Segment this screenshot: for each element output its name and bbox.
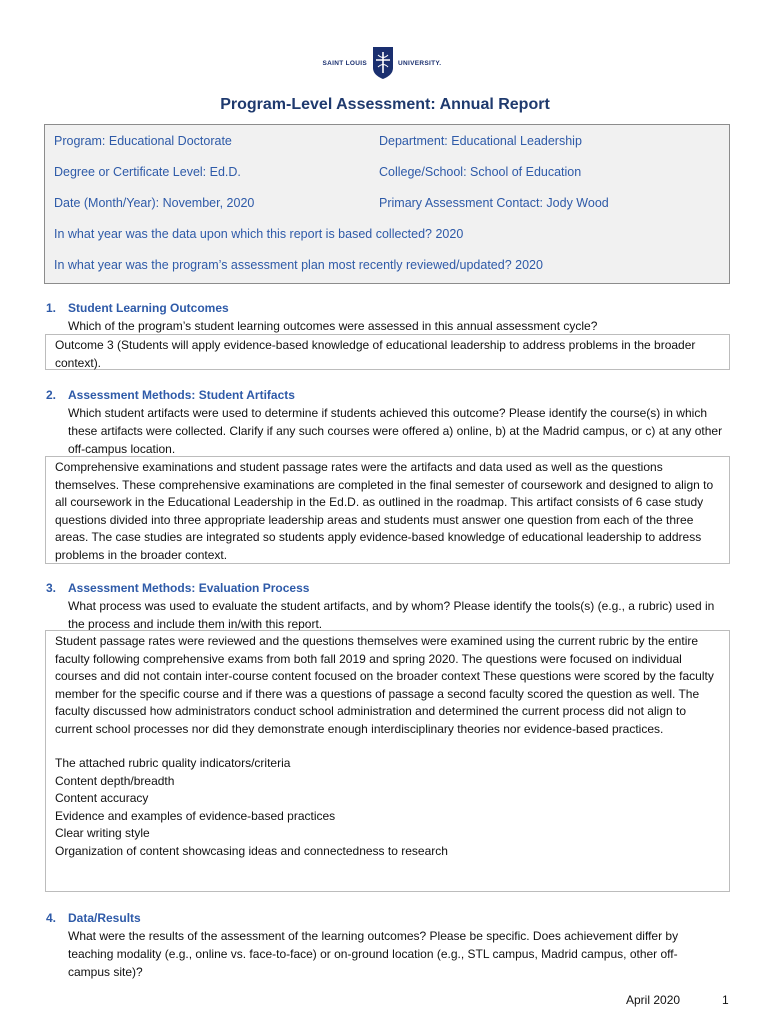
contact-field: Primary Assessment Contact: Jody Wood: [379, 196, 609, 210]
section-3-answer-box: [45, 630, 730, 892]
rubric-list-item: Clear writing style: [55, 826, 150, 840]
section-4-number: 4.: [46, 911, 57, 925]
section-2-question: Which student artifacts were used to determine if students achieved this outcome? Please identify the course(s) in which these artifacts were collected. Clarify if any such courses were offered a) online, b) at the Madrid campus, or c) at any other off-campus location.: [68, 406, 723, 456]
data-year-field: In what year was the data upon which this report is based collected? 2020: [54, 227, 464, 241]
page-number: 1: [722, 993, 729, 1007]
section-4-question: What were the results of the assessment of the learning outcomes? Please be specific. Does achievement differ by teaching modality (e.g., online vs. face-to-face) or on-ground location (e.g., STL campus, Madrid campus, other off-campus site)?: [68, 929, 679, 979]
rubric-list-item: Evidence and examples of evidence-based practices: [55, 808, 336, 823]
date-field: Date (Month/Year): November, 2020: [54, 196, 255, 210]
section-1-number: 1.: [46, 301, 57, 315]
section-2-number: 2.: [46, 388, 57, 402]
section-1-heading: [46, 301, 229, 315]
section-1-question: Which of the program’s student learning outcomes were assessed in this annual assessment cycle?: [68, 319, 598, 333]
college-field: College/School: School of Education: [379, 165, 582, 179]
logo-text-left: SAINT LOUIS: [322, 60, 367, 67]
section-2-answer-box: [45, 456, 730, 564]
section-4-heading: [46, 911, 141, 925]
section-2-answer: Comprehensive examinations and student passage rates were the artifacts and data used as well as the questions themselves. These comprehensive examinations are completed in the final semester of coursework and designed to align to all coursework in the Educational Leadership in the Ed.D. as outlined in the roadmap. This artifact consists of 6 case study questions divided into three appropriate leadership areas and students must answer one question from each of the three areas. The case studies are integrated so students apply evidence-based knowledge of educational leadership to address problems in the broader context.: [55, 460, 714, 562]
university-logo: [0, 46, 770, 84]
section-3-title: Assessment Methods: Evaluation Process: [68, 581, 310, 595]
section-4-title: Data/Results: [68, 911, 141, 925]
plan-year-field: In what year was the program’s assessment plan most recently reviewed/updated? 2020: [54, 258, 543, 272]
section-1-answer: Outcome 3 (Students will apply evidence-based knowledge of educational leadership to address problems in the broader context).: [55, 338, 696, 370]
degree-field: Degree or Certificate Level: Ed.D.: [54, 165, 241, 179]
department-field: Department: Educational Leadership: [379, 134, 582, 148]
rubric-list-item: Content accuracy: [55, 791, 149, 805]
rubric-list-item: Organization of content showcasing ideas and connectedness to research: [55, 843, 448, 858]
section-3-number: 3.: [46, 581, 57, 595]
rubric-list-item: Content depth/breadth: [55, 773, 175, 788]
shield-icon: [372, 46, 394, 80]
rubric-list-item: The attached rubric quality indicators/criteria: [55, 756, 291, 770]
footer-date: April 2020: [626, 993, 681, 1007]
report-title: Program-Level Assessment: Annual Report: [220, 96, 550, 113]
section-3-heading: [46, 581, 309, 595]
section-1-title: Student Learning Outcomes: [68, 301, 229, 315]
program-field: Program: Educational Doctorate: [54, 134, 232, 148]
section-2-heading: [46, 388, 295, 402]
section-1-answer-box: [45, 334, 730, 370]
section-2-title: Assessment Methods: Student Artifacts: [68, 388, 295, 402]
section-3-answer-paragraph: Student passage rates were reviewed and the questions themselves were examined using the current rubric by the entire faculty following comprehensive exams from both fall 2019 and spring 2020. The questions were focused on individual courses and did not contain inter-course content focused on the broader context These questions were scored by the faculty member for the specific course and if there was a questions of passage a second faculty scored the question as well. The faculty discussed how administrators conduct school administration and determined the current process did not align to current school processes nor did they demonstrate enough interdisciplinary theories nor evidence-based practices.: [55, 634, 714, 736]
section-3-question: What process was used to evaluate the student artifacts, and by whom? Please identify the tools(s) (e.g., a rubric) used in the process and include them in/with this report.: [68, 599, 715, 631]
program-info-box: [44, 124, 730, 284]
logo-text-right: UNIVERSITY.: [398, 60, 442, 67]
